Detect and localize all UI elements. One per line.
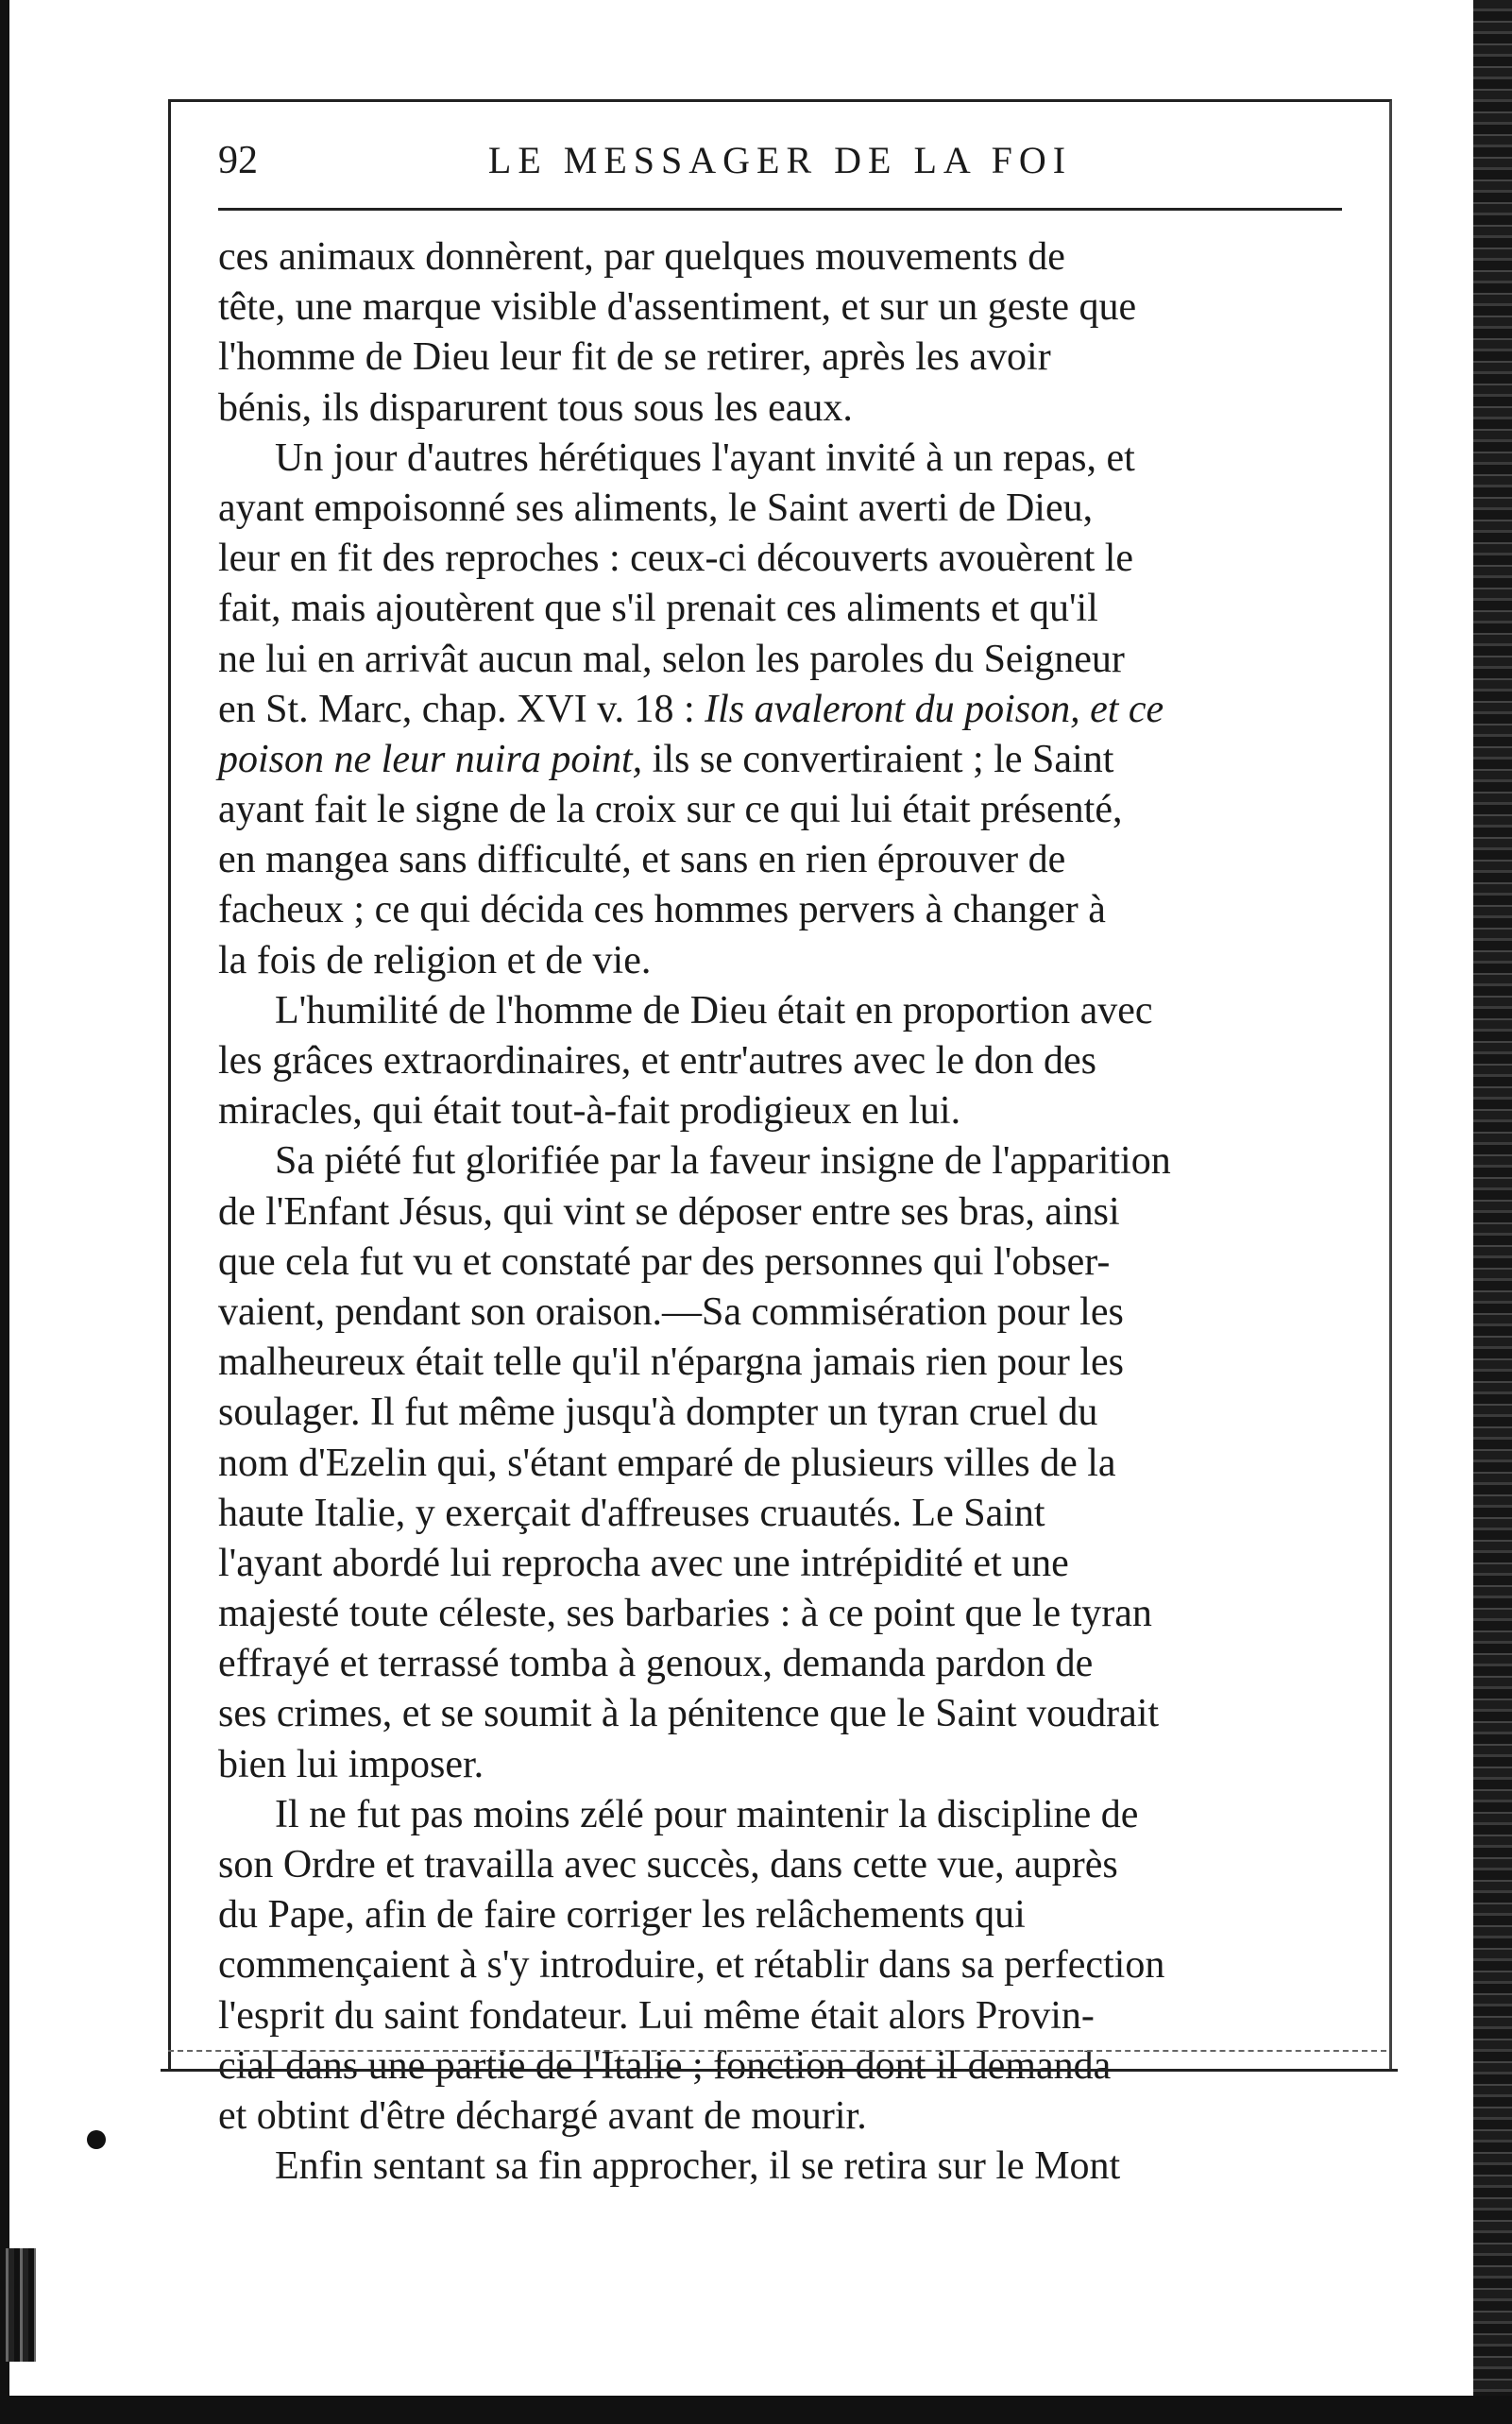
footer-rule — [161, 2069, 1398, 2072]
line-text: ces animaux donnèrent, par quelques mouvements de — [218, 235, 1065, 279]
line-text: vaient, pendant son oraison.—Sa commisération pour les — [218, 1289, 1124, 1334]
text-line — [218, 584, 1370, 634]
scan-right-edge — [1473, 0, 1512, 2424]
text-line — [218, 735, 1370, 785]
text-line — [218, 1288, 1370, 1338]
text-line — [218, 1840, 1370, 1890]
text-line — [218, 2142, 1370, 2192]
text-line — [218, 1539, 1370, 1589]
header-rule — [218, 208, 1342, 211]
text-line — [218, 1238, 1370, 1288]
line-text: ayant empoisonné ses aliments, le Saint averti de Dieu, — [218, 486, 1094, 530]
italic-quote: poison ne leur nuira point, — [218, 737, 643, 781]
text-line — [218, 1890, 1370, 1940]
line-text: facheux ; ce qui décida ces hommes pervers à changer à — [218, 888, 1106, 932]
text-line — [218, 333, 1370, 383]
line-text: bien lui imposer. — [218, 1742, 484, 1786]
text-line — [218, 384, 1370, 434]
line-text: malheureux était telle qu'il n'épargna jamais rien pour les — [218, 1340, 1125, 1385]
text-line — [218, 282, 1370, 333]
text-line — [218, 1740, 1370, 1790]
line-text: ayant fait le signe de la croix sur ce qui lui était présenté, — [218, 788, 1123, 832]
line-text: que cela fut vu et constaté par des personnes qui l'obser- — [218, 1239, 1111, 1284]
line-text: l'esprit du saint fondateur. Lui même était alors Provin- — [218, 1993, 1095, 2038]
line-text: du Pape, afin de faire corriger les relâchements qui — [218, 1893, 1026, 1937]
line-text: Un jour d'autres hérétiques l'ayant invité à un repas, et — [275, 435, 1135, 480]
line-text: la fois de religion et de vie. — [218, 938, 652, 982]
text-line — [218, 1589, 1370, 1639]
scan-left-edge — [0, 0, 9, 2424]
text-line — [218, 685, 1370, 735]
page-number: 92 — [218, 139, 258, 182]
line-text: nom d'Ezelin qui, s'étant emparé de plusieurs villes de la — [218, 1441, 1116, 1485]
line-text: l'homme de Dieu leur fit de se retirer, après les avoir — [218, 335, 1051, 380]
line-text: ils se convertiraient ; le Saint — [652, 737, 1114, 781]
line-text: majesté toute céleste, ses barbaries : à ce point que le tyran — [218, 1592, 1152, 1636]
text-line — [218, 885, 1370, 935]
line-text: effrayé et terrassé tomba à genoux, demanda pardon de — [218, 1642, 1094, 1686]
line-text: soulager. Il fut même jusqu'à dompter un tyran cruel du — [218, 1391, 1098, 1435]
line-text: L'humilité de l'homme de Dieu était en proportion avec — [275, 988, 1153, 1033]
line-text: Il ne fut pas moins zélé pour maintenir la discipline de — [275, 1792, 1139, 1836]
line-text: ses crimes, et se soumit à la pénitence que le Saint voudrait — [218, 1692, 1160, 1736]
text-line — [218, 835, 1370, 885]
line-text: Enfin sentant sa fin approcher, il se retira sur le Mont — [275, 2144, 1121, 2189]
text-line — [218, 785, 1370, 835]
text-line — [218, 1338, 1370, 1388]
line-text: leur en fit des reproches : ceux-ci découverts avouèrent le — [218, 537, 1134, 581]
text-line — [218, 1439, 1370, 1489]
line-text: les grâces extraordinaires, et entr'autres avec le don des — [218, 1039, 1096, 1083]
line-text: Sa piété fut glorifiée par la faveur insigne de l'apparition — [275, 1139, 1171, 1184]
line-text: son Ordre et travailla avec succès, dans cette vue, auprès — [218, 1843, 1118, 1886]
line-text: fait, mais ajoutèrent que s'il prenait ces aliments et qu'il — [218, 587, 1098, 631]
text-line — [218, 2041, 1370, 2091]
text-line — [218, 1991, 1370, 2041]
text-line — [218, 434, 1370, 484]
text-line — [218, 1136, 1370, 1186]
scan-artifact — [0, 2248, 36, 2362]
text-line — [218, 1790, 1370, 1840]
italic-quote: Ils avaleront du poison, et ce — [705, 687, 1164, 731]
text-line — [218, 1187, 1370, 1238]
page-header — [218, 138, 1342, 195]
line-text: ne lui en arrivât aucun mal, selon les paroles du Seigneur — [218, 637, 1125, 681]
text-line — [218, 1036, 1370, 1086]
text-line — [218, 635, 1370, 685]
text-line — [218, 936, 1370, 986]
body-text — [218, 232, 1370, 2192]
line-text: de l'Enfant Jésus, qui vint se déposer entre ses bras, ainsi — [218, 1189, 1120, 1234]
scan-dot-artifact — [87, 2130, 106, 2149]
line-text: commençaient à s'y introduire, et rétablir dans sa perfection — [218, 1943, 1165, 1988]
text-line — [218, 2091, 1370, 2142]
text-line — [218, 1639, 1370, 1689]
text-line — [218, 1489, 1370, 1539]
book-page — [168, 99, 1392, 2189]
line-text: et obtint d'être déchargé avant de mourir. — [218, 2093, 867, 2138]
line-text: haute Italie, y exerçait d'affreuses cruautés. Le Saint — [218, 1491, 1045, 1535]
line-text: cial dans une partie de l'Italie ; fonction dont il demanda — [218, 2043, 1112, 2088]
text-line — [218, 1388, 1370, 1438]
running-title: LE MESSAGER DE LA FOI — [487, 139, 1073, 181]
line-text: tête, une marque visible d'assentiment, et sur un geste que — [218, 285, 1137, 330]
text-line — [218, 232, 1370, 282]
text-line — [218, 534, 1370, 584]
scan-bottom-edge — [0, 2396, 1512, 2424]
text-line — [218, 986, 1370, 1036]
text-line — [218, 1689, 1370, 1739]
text-line — [218, 484, 1370, 534]
line-text: en St. Marc, chap. XVI v. 18 : — [218, 687, 695, 731]
text-line — [218, 1940, 1370, 1990]
text-line — [218, 1086, 1370, 1136]
line-text: l'ayant abordé lui reprocha avec une intrépidité et une — [218, 1541, 1069, 1585]
footer-rule-dashed — [168, 2050, 1386, 2052]
line-text: en mangea sans difficulté, et sans en rien éprouver de — [218, 838, 1066, 882]
line-text: bénis, ils disparurent tous sous les eaux. — [218, 385, 853, 430]
line-text: miracles, qui était tout-à-fait prodigieux en lui. — [218, 1089, 961, 1134]
